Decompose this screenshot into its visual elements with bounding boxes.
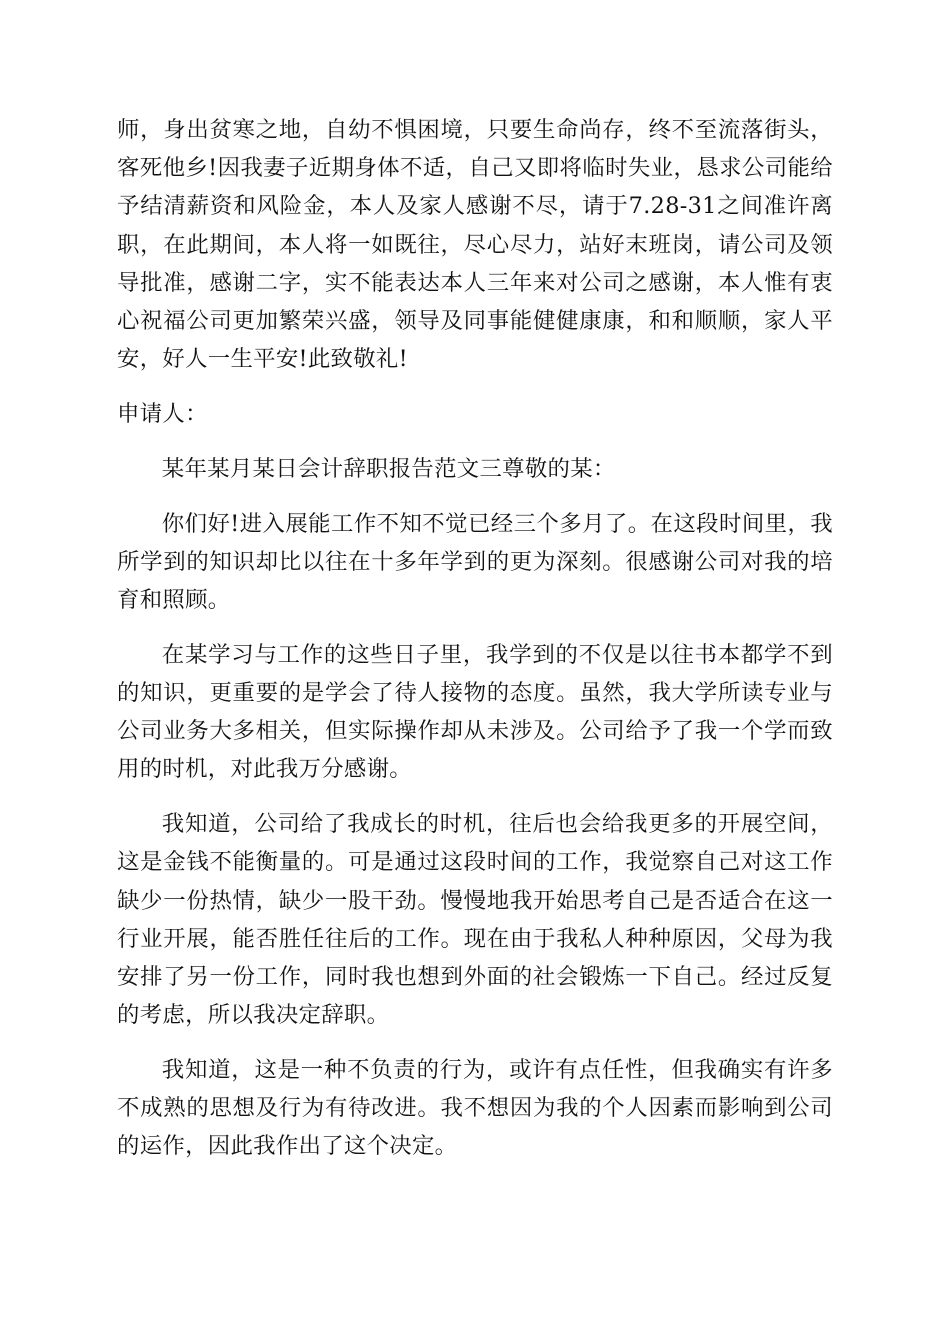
paragraph-6: 我知道，公司给了我成长的时机，往后也会给我更多的开展空间，这是金钱不能衡量的。可是通过这段时间的工作，我觉察自己对这工作缺少一份热情，缺少一股干劲。慢慢地我开始思考自己是否适合在这一行业开展，能否胜任往后的工作。现在由于我私人种种原因，父母为我安排了另一份工作，同时我也想到外面的社会锻炼一下自己。经过反复的考虑，所以我决定辞职。 (117, 811, 833, 1029)
paragraph-1: 师，身出贫寒之地，自幼不惧困境，只要生命尚存，终不至流落街头，客死他乡!因我妻子近期身体不适，自己又即将临时失业，恳求公司能给予结清薪资和风险金，本人及家人感谢不尽，请于7.28-31之间准许离职，在此期间，本人将一如既往，尽心尽力，站好末班岗，请公司及领导批准，感谢二字，实不能表达本人三年来对公司之感谢，本人惟有衷心祝福公司更加繁荣兴盛，领导及同事能健健康康，和和顺顺，家人平安，好人一生平安!此致敬礼! (117, 117, 833, 373)
paragraph-applicant: 申请人： (117, 401, 208, 428)
paragraph-4: 你们好!进入展能工作不知不觉已经三个多月了。在这段时间里，我所学到的知识却比以往在十多年学到的更为深刻。很感谢公司对我的培育和照顾。 (117, 510, 833, 614)
document-body (117, 111, 833, 1182)
paragraph-heading-salutation: 某年某月某日会计辞职报告范文三尊敬的某： (161, 455, 616, 482)
paragraph-5: 在某学习与工作的这些日子里，我学到的不仅是以往书本都学不到的知识，更重要的是学会了待人接物的态度。虽然，我大学所读专业与公司业务大多相关，但实际操作却从未涉及。公司给予了我一个学而致用的时机，对此我万分感谢。 (117, 641, 833, 783)
paragraph-7: 我知道，这是一种不负责的行为，或许有点任性，但我确实有许多不成熟的思想及行为有待改进。我不想因为我的个人因素而影响到公司的运作，因此我作出了这个决定。 (117, 1057, 833, 1160)
